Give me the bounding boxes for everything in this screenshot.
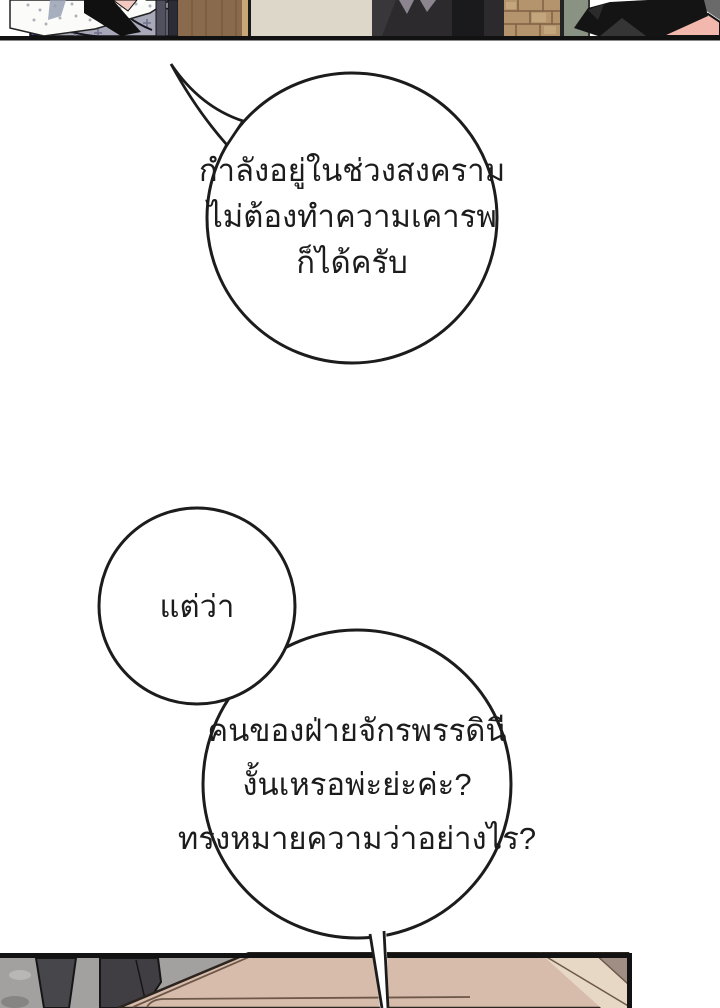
bubble-3-text [167,704,547,866]
bubble-3-line-3: ทรงหมายความว่าอย่างไร? [177,821,537,856]
dark-strip-1 [156,0,166,36]
cream-wall [251,0,372,36]
charcoal-dark-band [452,0,484,36]
bubble-3-line-1: คนของฝ่ายจักรพรรดินี [207,713,507,748]
dark-strip-2 [168,0,178,36]
bubble-1-line-2: ไม่ต้องทำความเคารพ [207,199,497,234]
bubble-2-line-1: แต่ว่า [159,589,235,624]
bottom-panel-border-top [0,953,632,958]
top-panel-art [0,0,720,41]
bottom-panel-art [0,953,632,1008]
bubble-3-line-2: งั้นเหรอพ่ะย่ะค่ะ? [242,767,472,802]
bubble-1-line-1: กำลังอยู่ในช่วงสงคราม [198,153,506,188]
bottom-panel-border-right [627,953,632,1008]
bubble-1-text [182,148,522,286]
bubble-2-text [97,584,297,630]
bubble-1-line-3: ก็ได้ครับ [296,245,408,280]
top-panel-border [0,36,720,41]
wood-pillar [178,0,248,36]
brick-divider [560,0,564,36]
wood-edge-light [242,0,248,36]
figure-leg-1 [36,958,76,1008]
wood-edge-line [248,0,251,36]
bubble-1-tail [171,64,243,145]
